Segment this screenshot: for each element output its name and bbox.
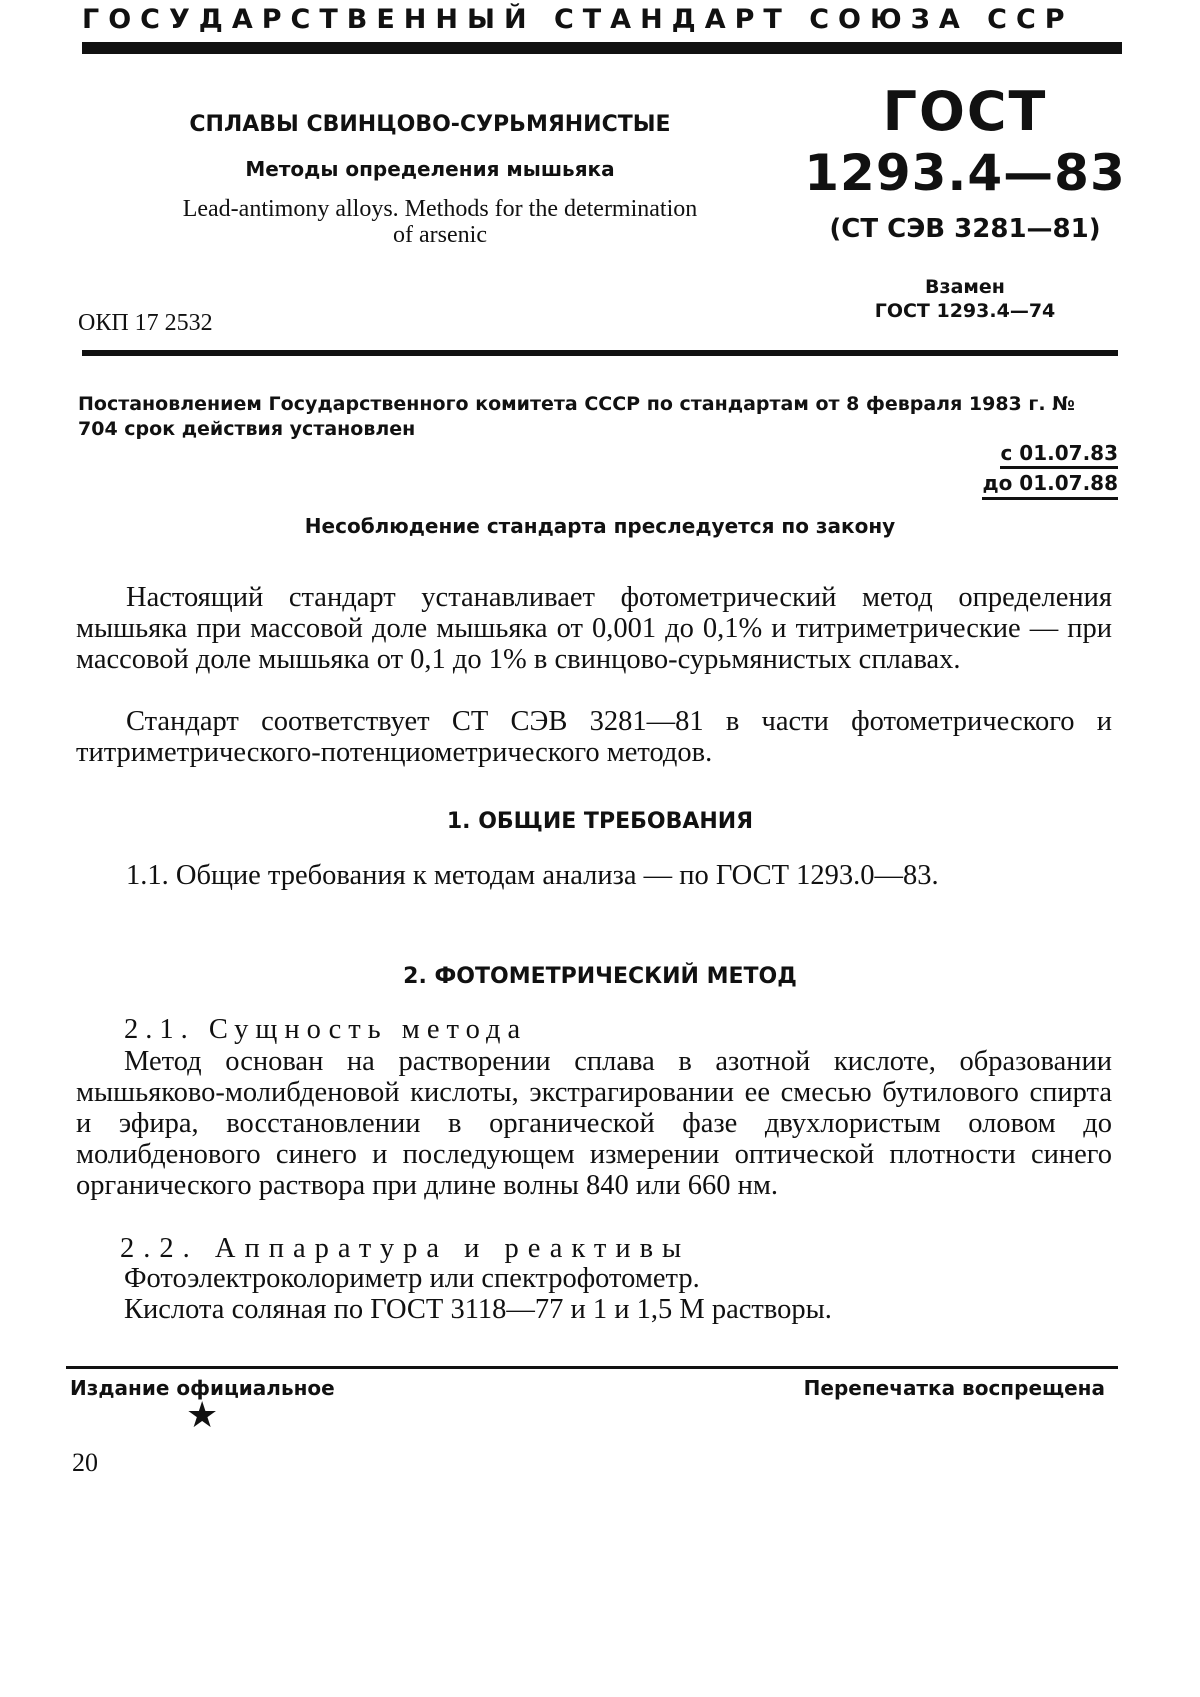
section-1-heading: 1. ОБЩИЕ ТРЕБОВАНИЯ <box>446 809 754 834</box>
clause-2-1-heading: 2.1. Сущность метода <box>124 1014 528 1045</box>
title-block-rule <box>82 350 1118 356</box>
clause-2-2-item: Фотоэлектроколориметр или спектрофотометр. <box>124 1263 700 1294</box>
gost-label: ГОСТ <box>882 80 1048 143</box>
decree-text: Постановлением Государственного комитета СССР по стандартам от 8 февраля 1983 г. № 704 срок действия установлен <box>78 393 1076 440</box>
standard-series-header: ГОСУДАРСТВЕННЫЙ СТАНДАРТ СОЮЗА ССР <box>82 4 1074 35</box>
clause-2-2-heading: 2.2. Аппаратура и реактивы <box>120 1233 691 1264</box>
replaces-label: Взамен <box>925 276 1005 298</box>
header-rule <box>82 42 1122 54</box>
reprint-note: Перепечатка воспрещена <box>803 1376 1105 1400</box>
section-2-heading: 2. ФОТОМЕТРИЧЕСКИЙ МЕТОД <box>403 964 797 989</box>
title-en-line-2: of arsenic <box>393 222 487 248</box>
valid-to-date: до 01.07.88 <box>982 471 1118 500</box>
document-subtitle-ru: Методы определения мышьяка <box>245 157 615 181</box>
footer-rule <box>66 1366 1118 1369</box>
star-icon: ★ <box>186 1395 219 1436</box>
document-title-ru: СПЛАВЫ СВИНЦОВО-СУРЬМЯНИСТЫЕ <box>189 112 671 137</box>
title-en-line-1: Lead-antimony alloys. Methods for the determination <box>182 196 698 222</box>
clause-2-1-text: Метод основан на растворении сплава в азотной кислоте, образовании мышьяково-молибденовой кислоты, экстрагировании ее смесью бутилового спирта и эфира, восстановлении в органической фазе двухлористым оловом до молибденового синего и последующем измерении оптической плотности синего органического раствора при длине волны 840 или 660 нм. <box>76 1046 1112 1201</box>
document-title-en <box>100 196 780 248</box>
intro-paragraph-1: Настоящий стандарт устанавливает фотометрический метод определения мышьяка при массовой доле мышьяка от 0,001 до 0,1% и титриметрические — при массовой доле мышьяка от 0,1 до 1% в свинцово-сурьмянистых сплавах. <box>76 582 1112 675</box>
clause-2-2-item: Кислота соляная по ГОСТ 3118—77 и 1 и 1,5 М растворы. <box>124 1294 832 1325</box>
intro-paragraph-2: Стандарт соответствует СТ СЭВ 3281—81 в части фотометрического и титриметрического-потенциометрического методов. <box>76 706 1112 768</box>
cmea-reference: (СТ СЭВ 3281—81) <box>829 214 1101 244</box>
okp-code: ОКП 17 2532 <box>78 310 213 336</box>
clause-1-1: 1.1. Общие требования к методам анализа — по ГОСТ 1293.0—83. <box>126 860 939 891</box>
edition-note: Издание официальное <box>70 1376 335 1400</box>
law-notice: Несоблюдение стандарта преследуется по закону <box>304 514 896 538</box>
gost-number: 1293.4—83 <box>804 144 1126 202</box>
replaces-value: ГОСТ 1293.4—74 <box>874 300 1056 322</box>
valid-from-date: с 01.07.83 <box>1000 441 1118 469</box>
page-number: 20 <box>72 1448 98 1477</box>
